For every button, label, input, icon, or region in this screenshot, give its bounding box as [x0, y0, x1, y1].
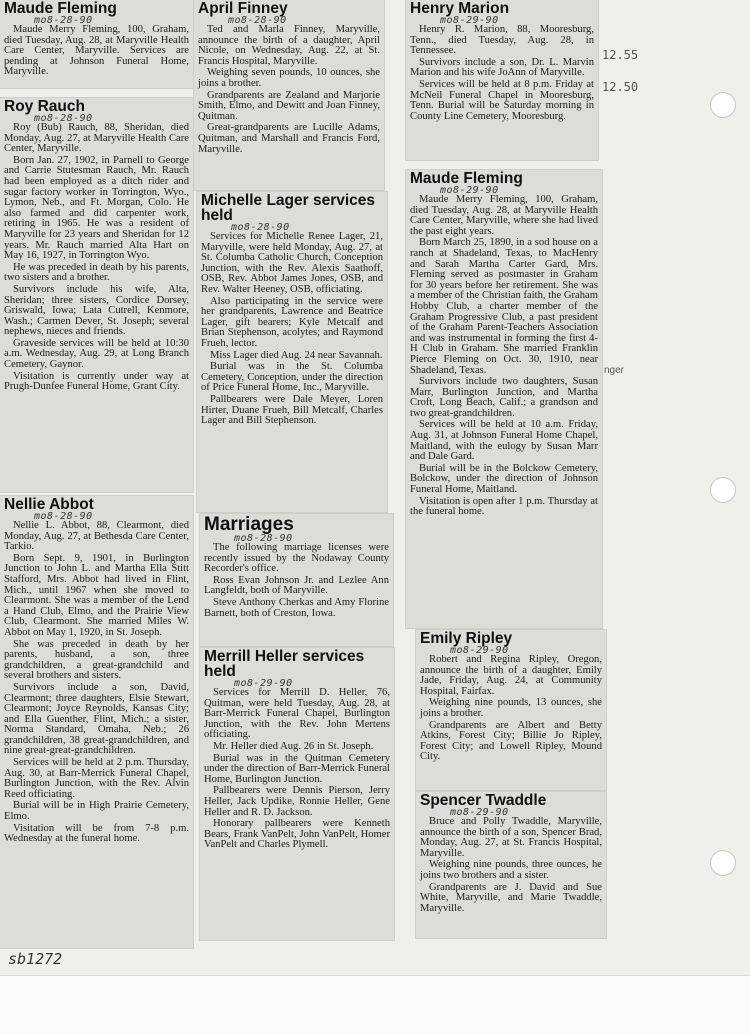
body-paragraph: Steve Anthony Cherkas and Amy Florine Barnett, both of Creston, Iowa.	[204, 596, 389, 619]
body-paragraph: Visitation is currently under way at Prugh-Dunfee Funeral Home, Grant City.	[4, 370, 189, 393]
body-paragraph: Weighing seven pounds, 10 ounces, she joins a brother.	[198, 67, 380, 89]
headline: Marriages	[204, 514, 294, 535]
headline: Merrill Heller services held	[204, 648, 365, 680]
body-paragraph: Survivors include a son, David, Clearmont; three daughters, Elsie Stewart, Clearmont; Joyce Reynolds, Kansas City; and Ella Guenther, Flint, Mich.; a sister, Norma Standard, Omaha, Neb.; 26 grandchildren, 38 great-grandchildren, and nine great-great-grandchildren.	[4, 681, 189, 757]
clipping-michelle-lager	[197, 192, 387, 512]
clipping-merrill-heller	[200, 648, 394, 940]
body-paragraph: The following marriage licenses were recently issued by the Nodaway County Recorder's office.	[204, 542, 389, 575]
body-paragraph: Services will be held at 10 a.m. Friday, Aug. 31, at Johnson Funeral Home Chapel, Maitland, with the eulogy by Susan Marr and Dale Gard.	[410, 419, 598, 463]
body-paragraph: Roy (Bub) Rauch, 88, Sheridan, died Monday, Aug. 27, at Maryville Health Care Center, Maryville.	[4, 122, 189, 155]
handwritten-date-note: mo8-28-90	[34, 511, 93, 522]
body-paragraph: Services will be held at 8 p.m. Friday at McNeil Funeral Chapel in Mooresburg, Tenn. Burial will be Saturday morning in County Line Cemetery, Mooresburg.	[410, 78, 594, 122]
headline: Henry Marion	[410, 0, 510, 17]
headline: Maude Fleming	[410, 170, 523, 187]
body-paragraph: Services for Michelle Renee Lager, 21, Maryville, were held Monday, Aug. 27, at St. Columba Catholic Church, Conception Junction, with the Rev. Alexis Saathoff, OSB, Rev. Abbot James Jones, OSB, and Rev. Walter Heeney, OSB, officiating.	[201, 231, 383, 295]
clipping-emily-ripley	[416, 630, 606, 790]
body-paragraph: Grandparents are Albert and Betty Atkins, Forest City; Billie Jo Ripley, Forest City; and Lowell Ripley, Mound City.	[420, 719, 602, 763]
body-paragraph: Weighing nine pounds, 13 ounces, she joins a brother.	[420, 697, 602, 719]
clipping-nellie-abbot	[0, 496, 193, 948]
body-paragraph: Burial will be in the Bolckow Cemetery, Bolckow, under the direction of Johnson Funeral Home, Maitland.	[410, 462, 598, 496]
body-paragraph: Born Jan. 27, 1902, in Parnell to George and Carrie Stutesman Rauch, Mr. Rauch had been employed as a ditch rider and sugar factory worker in Torrington, Wyo., Lymon, Neb., and Ft. Morgan, Colo. He also farmed and did carpenter work, retiring in 1965. He was a resident of Maryville for 23 years and Sheridan for 12 years. Mr. Rauch married Alta Hart on May 16, 1927, in Torrington Wyo.	[4, 154, 189, 262]
body-paragraph: Bruce and Polly Twaddle, Maryville, announce the birth of a son, Spencer Brad, Monday, Aug. 27, at St. Francis Hospital, Maryville.	[420, 816, 602, 859]
margin-note-fragment: nger	[604, 365, 625, 376]
body-paragraph: Maude Merry Fleming, 100, Graham, died Tuesday, Aug. 28, at Maryville Health Care Center, Maryville. Services are pending at Johnson Funeral Home, Maryville.	[4, 24, 189, 78]
body-paragraph: Pallbearers were Dale Meyer, Loren Hirter, Duane Frueh, Bill Metcalf, Charles Lager and Bill Stephenson.	[201, 393, 383, 427]
body-paragraph: Ross Evan Johnson Jr. and Lezlee Ann Langfeldt, both of Maryville.	[204, 574, 389, 597]
body-paragraph: Services for Merrill D. Heller, 76, Quitman, were held Tuesday, Aug. 28, at Barr-Merrick Funeral Chapel, Burlington Junction, with the Rev. John Mertens officiating.	[204, 687, 390, 741]
body-paragraph: Honorary pallbearers were Kenneth Bears, Frank VanPelt, John VanPelt, Homer VanPelt and Charles Plymell.	[204, 818, 390, 851]
headline: Michelle Lager services held	[201, 192, 376, 224]
clipping-roy-rauch	[0, 98, 193, 492]
body-paragraph: Grandparents are Zealand and Marjorie Smith, Elmo, and Dewitt and Joan Finney, Quitman.	[198, 89, 380, 122]
body-paragraph: Burial was in the Quitman Cemetery under the direction of Barr-Merrick Funeral Home, Burlington Junction.	[204, 752, 390, 785]
handwritten-signature: sb1272	[8, 950, 63, 968]
body-paragraph: Born Sept. 9, 1901, in Burlington Junction to John L. and Martha Ella Stitt Stafford, Mrs. Abbot had lived in Flint, Mich., until 1967 when she moved to Clearmont. She was a member of the Lend a Hand Club, Elmo, and the Prairie View Club, Clearmont. She married Miles W. Abbot on May 1, 1920, in St. Joseph.	[4, 552, 189, 638]
clipping-henry-marion	[406, 0, 598, 160]
body-paragraph: Pallbearers were Dennis Pierson, Jerry Heller, Jack Updike, Ronnie Heller, Gene Heller and R. D. Jackson.	[204, 785, 390, 818]
clipping-marriages	[200, 514, 393, 646]
headline: Spencer Twaddle	[420, 792, 547, 809]
body-paragraph: Miss Lager died Aug. 24 near Savannah.	[210, 349, 383, 361]
handwritten-date-note: mo8-28-90	[234, 533, 293, 544]
body-paragraph: Visitation will be from 7-8 p.m. Wednesday at the funeral home.	[4, 822, 189, 845]
headline: Nellie Abbot	[4, 496, 94, 513]
margin-note-price-1: 12.55	[602, 48, 639, 62]
handwritten-date-note: mo8-29-90	[234, 678, 293, 689]
body-paragraph: He was preceded in death by his parents, two sisters and a brother.	[4, 261, 189, 284]
handwritten-date-note: mo8-29-90	[450, 807, 509, 818]
handwritten-date-note: mo8-28-90	[228, 15, 287, 26]
headline: April Finney	[198, 0, 288, 17]
clipping-maude-fleming-short	[0, 0, 193, 88]
margin-note-price-2: 12.50	[602, 80, 639, 94]
clipping-maude-fleming-long	[406, 170, 602, 628]
punch-hole-middle	[710, 477, 736, 503]
punch-hole-bottom	[710, 850, 736, 876]
handwritten-date-note: mo8-29-90	[440, 185, 499, 196]
clipping-april-finney	[194, 0, 384, 190]
body-paragraph: Mr. Heller died Aug. 26 in St. Joseph.	[213, 740, 374, 752]
body-paragraph: Nellie L. Abbot, 88, Clearmont, died Monday, Aug. 27, at Bethesda Care Center, Tarkio.	[4, 520, 189, 553]
punch-hole-top	[710, 92, 736, 118]
handwritten-date-note: mo8-28-90	[34, 15, 93, 26]
body-paragraph: Also participating in the service were her grandparents, Lawrence and Beatrice Lager, gift bearers; Kyle Metcalf and Brian Stephenson, acolytes; and Raymond Frueh, lector.	[201, 295, 383, 349]
headline: Emily Ripley	[420, 630, 513, 647]
handwritten-date-note: mo8-28-90	[34, 113, 93, 124]
body-paragraph: Maude Merry Fleming, 100, Graham, died Tuesday, Aug. 28, at Maryville Health Care Center, Maryville, where she had lived the past eight years.	[410, 194, 598, 237]
body-paragraph: Ted and Marla Finney, Maryville, announce the birth of a daughter, April Nicole, on Wednesday, Aug. 22, at St. Francis Hospital, Maryville.	[198, 24, 380, 67]
body-paragraph: Great-grandparents are Lucille Adams, Quitman, and Marshall and Francis Ford, Maryville.	[198, 122, 380, 155]
body-paragraph: Burial will be in High Prairie Cemetery, Elmo.	[4, 800, 189, 823]
body-paragraph: Survivors include two daughters, Susan Marr, Burlington Junction, and Martha Croft, Long Beach, Calif.; a grandson and two great-grandchildren.	[410, 376, 598, 419]
body-paragraph: Survivors include a son, Dr. L. Marvin Marion and his wife JoAnn of Maryville.	[410, 56, 594, 79]
headline: Maude Fleming	[4, 0, 117, 17]
body-paragraph: Weighing nine pounds, three ounces, he joins two brothers and a sister.	[420, 859, 602, 881]
body-paragraph: Survivors include his wife, Alta, Sheridan; three sisters, Cordice Dorsey, Griswald, Iowa; Lata Cutrell, Kenmore, Wash.; Carmen Dever, St. Joseph; several nephews, nieces and friends.	[4, 283, 189, 338]
scan-bottom-margin	[0, 975, 750, 1034]
body-paragraph: She was preceded in death by her parents, husband, a son, three grandchildren, a great-grandchild and several brothers and sisters.	[4, 638, 189, 682]
handwritten-date-note: mo8-28-90	[231, 222, 290, 233]
headline: Roy Rauch	[4, 98, 85, 115]
body-paragraph: Henry R. Marion, 88, Mooresburg, Tenn., died Tuesday, Aug. 28, in Tennessee.	[410, 24, 594, 57]
handwritten-date-note: mo8-29-90	[450, 645, 509, 656]
clipping-spencer-twaddle	[416, 792, 606, 938]
body-paragraph: Burial was in the St. Columba Cemetery, Conception, under the direction of Price Funeral Home, Inc., Maryville.	[201, 361, 383, 394]
body-paragraph: Grandparents are J. David and Sue White, Maryville, and Marie Twaddle, Maryville.	[420, 881, 602, 914]
body-paragraph: Born March 25, 1890, in a sod house on a ranch at Shadeland, Texas, to MacHenry and Sarah Martha Carter Gard, Mrs. Fleming served as postmaster in Graham for 30 years before her retirement. She was a member of the Christian faith, the Graham Hobby Club, a charter member of the Graham Progressive Club, a past president of the Graham Parent-Teachers Association and was instrumental in forming the first 4-H Club in Graham. She married Franklin Pierce Fleming on Oct. 30, 1910, near Shadeland, Texas.	[410, 237, 598, 376]
body-paragraph: Services will be held at 2 p.m. Thursday, Aug. 30, at Barr-Merrick Funeral Chapel, Burlington Junction, with the Rev. Alvin Reed officiating.	[4, 757, 189, 800]
body-paragraph: Visitation is open after 1 p.m. Thursday at the funeral home.	[410, 495, 598, 518]
handwritten-date-note: mo8-29-90	[440, 15, 499, 26]
body-paragraph: Robert and Regina Ripley, Oregon, announce the birth of a daughter, Emily Jade, Friday, Aug. 24, at Community Hospital, Fairfax.	[420, 654, 602, 697]
body-paragraph: Graveside services will be held at 10:30 a.m. Wednesday, Aug. 29, at Long Branch Cemetery, Gaynor.	[4, 337, 189, 371]
